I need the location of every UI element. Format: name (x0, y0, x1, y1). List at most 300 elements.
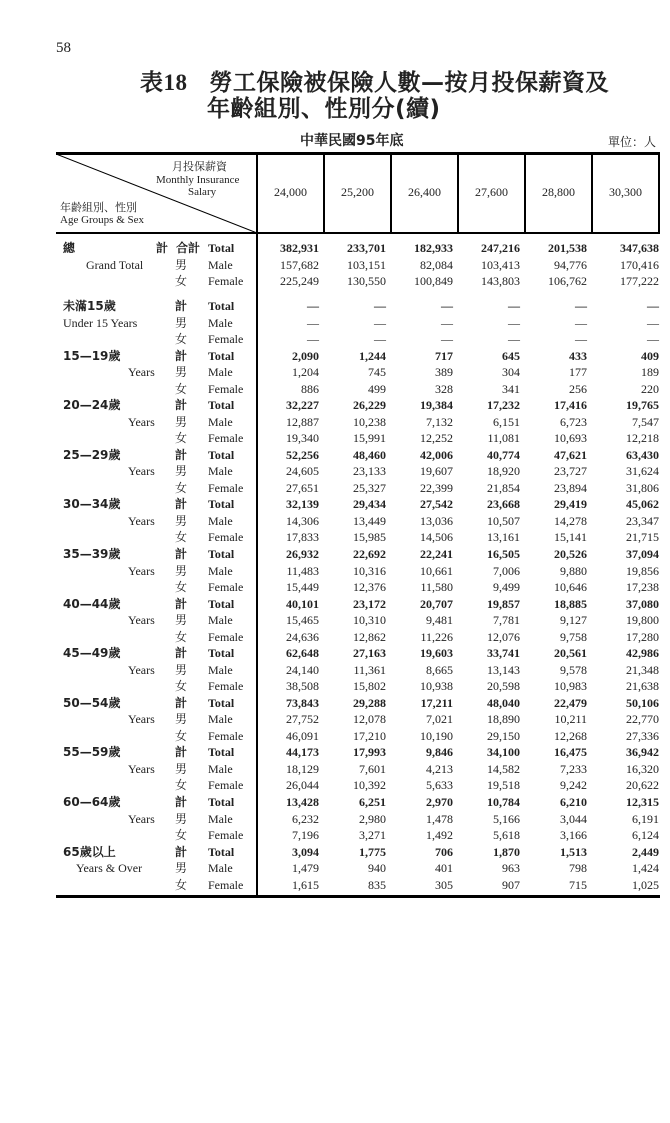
table-row (56, 744, 660, 760)
table-cell-value: 645 (502, 348, 520, 363)
page-number: 58 (56, 40, 71, 56)
table-row (56, 447, 660, 463)
table-cell-value: 15,985 (353, 530, 386, 545)
table-cell-value: 23,172 (353, 596, 386, 611)
table-cell-value: 26,932 (286, 547, 319, 561)
age-group-label-zh: 30—34歲 (63, 497, 121, 512)
table-cell-value: 1,513 (560, 844, 587, 859)
table-cell-value: 18,920 (487, 464, 520, 479)
sex-label-zh: 男 (175, 811, 188, 826)
table-cell-value: 10,316 (353, 563, 386, 578)
table-cell-value: 233,701 (347, 241, 386, 255)
table-cell-value: 389 (435, 365, 453, 380)
sex-label-en: Male (208, 365, 233, 380)
table-cell-value: 7,601 (359, 761, 386, 776)
age-group-label-zh: 25—29歲 (63, 447, 121, 462)
table-cell-value: 6,210 (560, 795, 587, 809)
table-cell-value: 21,854 (487, 480, 520, 495)
table-cell-value: 9,127 (560, 613, 587, 628)
table-cell-value: 717 (435, 348, 453, 363)
table-cell-value: 24,605 (286, 464, 319, 479)
table-cell-value: 21,715 (626, 530, 659, 545)
table-cell-value: 189 (641, 365, 659, 380)
table-cell-value: 5,618 (493, 828, 520, 842)
table-row (56, 877, 660, 893)
sex-label-zh: 男 (175, 613, 188, 628)
sex-label-en: Male (208, 712, 233, 727)
table-row (56, 315, 660, 331)
sex-label-en: Female (208, 381, 244, 396)
table-cell-value: 940 (368, 861, 386, 876)
table-cell-value: 103,151 (347, 257, 386, 272)
table-cell-value: — (647, 315, 659, 330)
table-cell-value: 10,310 (353, 613, 386, 628)
table-cell-value: 11,081 (487, 431, 520, 446)
sex-label-en: Female (208, 778, 244, 793)
age-group-label-en: Years (128, 613, 155, 628)
sex-label-zh: 男 (175, 861, 188, 876)
table-cell-value: 63,430 (626, 447, 659, 462)
sex-label-zh: 男 (175, 257, 188, 272)
table-row (56, 381, 660, 397)
age-group-label-en: Years (128, 365, 155, 380)
table-cell-value: 304 (502, 365, 520, 380)
age-group-label-en: Years (128, 563, 155, 578)
table-cell-value: 14,582 (487, 761, 520, 776)
table-cell-value: 798 (569, 861, 587, 876)
sex-label-zh: 計 (175, 447, 188, 462)
table-cell-value: — (441, 332, 453, 346)
table-cell-value: — (441, 315, 453, 330)
table-cell-value: 706 (435, 844, 453, 859)
table-cell-value: 12,218 (626, 431, 659, 446)
age-group-label-en: Grand Total (86, 257, 144, 272)
table-cell-value: — (441, 299, 453, 313)
sex-label-zh: 男 (175, 365, 188, 380)
table-bottom-border (56, 895, 660, 898)
sex-label-zh: 男 (175, 761, 188, 776)
sex-label-en: Male (208, 563, 233, 578)
sex-label-en: Total (208, 447, 235, 462)
table-cell-value: 100,849 (414, 274, 453, 288)
table-cell-value: 177 (569, 365, 587, 380)
table-row (56, 695, 660, 711)
table-cell-value: 13,428 (286, 795, 319, 809)
table-number: 表18 (140, 70, 188, 95)
table-row (56, 827, 660, 843)
table-cell-value: 36,942 (626, 745, 659, 760)
table-cell-value: 10,238 (353, 414, 386, 429)
table-subtitle-date: 中華民國95年底 (300, 133, 404, 149)
table-cell-value: 22,479 (554, 695, 587, 710)
table-cell-value: 13,036 (420, 513, 453, 528)
table-cell-value: 9,481 (426, 613, 453, 628)
table-cell-value: 907 (502, 877, 520, 892)
table-cell-value: 225,249 (280, 274, 319, 288)
table-cell-value: 256 (569, 381, 587, 396)
header-salary-zh: 月投保薪資 (172, 160, 227, 173)
table-cell-value: 12,887 (286, 414, 319, 429)
table-cell-value: 31,624 (626, 464, 659, 479)
table-cell-value: 26,044 (286, 778, 319, 793)
table-cell-value: 16,320 (626, 761, 659, 776)
age-group-label-en: Years (128, 464, 155, 479)
table-cell-value: — (647, 332, 659, 346)
column-header-salary: 27,600 (475, 185, 508, 199)
table-cell-value: 103,413 (481, 257, 520, 272)
sex-label-en: Total (208, 795, 235, 809)
table-row (56, 711, 660, 727)
age-group-label-en: Years (128, 811, 155, 826)
sex-label-zh: 男 (175, 513, 188, 528)
table-cell-value: 19,607 (420, 464, 453, 479)
table-cell-value: 170,416 (620, 257, 659, 272)
table-row (56, 728, 660, 744)
table-cell-value: 157,682 (280, 257, 319, 272)
table-cell-value: 6,191 (632, 811, 659, 826)
table-cell-value: 22,770 (626, 712, 659, 727)
header-group-en: Age Groups & Sex (60, 214, 145, 226)
sex-label-zh: 男 (175, 414, 188, 429)
sex-label-zh: 計 (175, 547, 188, 561)
table-cell-value: 16,505 (487, 547, 520, 561)
table-cell-value: 382,931 (280, 241, 319, 255)
sex-label-en: Male (208, 464, 233, 479)
sex-label-zh: 計 (175, 844, 188, 859)
age-group-label-en: Years & Over (76, 861, 143, 876)
table-cell-value: 17,416 (554, 398, 587, 413)
sex-label-zh: 女 (175, 728, 188, 743)
table-cell-value: 20,622 (626, 778, 659, 793)
table-cell-value: 12,252 (420, 431, 453, 446)
table-cell-value: 44,173 (286, 745, 319, 760)
sex-label-en: Female (208, 728, 244, 743)
sex-label-en: Total (208, 745, 235, 760)
table-cell-value: 7,196 (292, 828, 319, 842)
table-row (56, 777, 660, 793)
header-salary-en-1: Monthly Insurance (156, 174, 240, 186)
sex-label-en: Male (208, 513, 233, 528)
table-cell-value: 12,315 (626, 795, 659, 809)
sex-label-en: Male (208, 861, 233, 876)
table-cell-value: 19,857 (487, 596, 520, 611)
table-cell-value: 62,648 (286, 646, 319, 661)
table-cell-value: 45,062 (626, 497, 659, 512)
table-cell-value: 23,347 (626, 513, 659, 528)
table-cell-value: 17,280 (626, 629, 659, 644)
table-cell-value: 21,638 (626, 679, 659, 694)
table-row (56, 513, 660, 529)
table-cell-value: 13,161 (487, 530, 520, 545)
sex-label-zh: 計 (175, 745, 188, 760)
header-group-zh: 年齡組別、性別 (60, 201, 137, 214)
table-cell-value: 499 (368, 381, 386, 396)
table-cell-value: — (374, 299, 386, 313)
table-cell-value: 5,166 (493, 811, 520, 826)
table-cell-value: 3,271 (359, 828, 386, 842)
table-cell-value: 12,078 (353, 712, 386, 727)
table-cell-value: 130,550 (347, 274, 386, 288)
table-cell-value: 10,983 (554, 679, 587, 694)
table-row (56, 596, 660, 612)
table-cell-value: 745 (368, 365, 386, 380)
sex-label-en: Female (208, 580, 244, 594)
table-cell-value: — (307, 332, 319, 346)
age-group-label-zh: 總 (63, 241, 76, 255)
table-cell-value: 4,213 (426, 761, 453, 776)
table-cell-value: 9,499 (493, 580, 520, 594)
table-cell-value: 27,752 (286, 712, 319, 727)
sex-label-en: Female (208, 480, 244, 495)
table-cell-value: 23,133 (353, 464, 386, 479)
sex-label-en: Female (208, 274, 244, 288)
table-cell-value: 29,419 (554, 497, 587, 512)
sex-label-zh: 女 (175, 778, 188, 793)
table-cell-value: — (374, 332, 386, 346)
age-group-label-zh: 55—59歲 (63, 745, 121, 760)
table-row (56, 331, 660, 347)
age-group-label-en: Years (128, 662, 155, 677)
table-cell-value: 8,665 (426, 662, 453, 677)
table-cell-value: — (575, 315, 587, 330)
table-row (56, 496, 660, 512)
table-cell-value: — (374, 315, 386, 330)
table-cell-value: 3,044 (560, 811, 587, 826)
table-row (56, 397, 660, 413)
table-cell-value: 17,993 (353, 745, 386, 760)
table-cell-value: 46,091 (286, 728, 319, 743)
table-cell-value: 19,800 (626, 613, 659, 628)
table-cell-value: 22,692 (353, 547, 386, 561)
table-cell-value: 20,561 (554, 646, 587, 661)
table-cell-value: 52,256 (286, 447, 319, 462)
age-group-label-en: Years (128, 761, 155, 776)
sex-label-zh: 計 (175, 795, 188, 809)
table-row (56, 257, 660, 273)
table-cell-value: 7,233 (560, 761, 587, 776)
table-row (56, 579, 660, 595)
table-cell-value: 14,278 (554, 513, 587, 528)
table-row (56, 348, 660, 364)
table-cell-value: 19,603 (420, 646, 453, 661)
table-cell-value: 2,090 (292, 348, 319, 363)
table-cell-value: 14,506 (420, 530, 453, 545)
table-row (56, 563, 660, 579)
table-cell-value: 42,986 (626, 646, 659, 661)
sex-label-en: Female (208, 679, 244, 694)
table-cell-value: 34,100 (487, 745, 520, 760)
table-title-text: 勞工保險被保險人數—按月投保薪資及 (209, 70, 609, 96)
table-cell-value: 11,580 (420, 580, 453, 594)
sex-label-en: Total (208, 547, 235, 561)
sex-label-en: Male (208, 613, 233, 628)
table-cell-value: 40,774 (487, 447, 520, 462)
unit-label: 單位：人 (608, 135, 657, 149)
table-row (56, 298, 660, 314)
table-cell-value: 29,288 (353, 695, 386, 710)
sex-label-zh: 女 (175, 580, 188, 594)
table-cell-value: 106,762 (548, 274, 587, 288)
table-cell-value: 11,361 (353, 662, 386, 677)
table-cell-value: 18,885 (554, 596, 587, 611)
sex-label-en: Male (208, 414, 233, 429)
table-cell-value: — (307, 299, 319, 313)
table-cell-value: 1,204 (292, 365, 319, 380)
table-cell-value: 19,340 (286, 431, 319, 446)
table-cell-value: 25,327 (353, 480, 386, 495)
table-cell-value: 22,399 (420, 480, 453, 495)
table-cell-value: 73,843 (286, 695, 319, 710)
table-cell-value: 29,434 (353, 497, 386, 512)
table-cell-value: 10,646 (554, 580, 587, 594)
sex-label-en: Total (208, 695, 235, 710)
table-row (56, 629, 660, 645)
table-cell-value: 20,707 (420, 596, 453, 611)
table-cell-value: 6,124 (632, 828, 659, 842)
table-cell-value: 347,638 (620, 241, 659, 255)
sex-label-en: Total (208, 646, 235, 661)
table-cell-value: 12,376 (353, 580, 386, 594)
age-group-label-zh: 35—39歲 (63, 547, 121, 561)
table-cell-value: 409 (641, 348, 659, 363)
table-cell-value: 9,242 (560, 778, 587, 793)
table-cell-value: 10,190 (420, 728, 453, 743)
table-cell-value: 835 (368, 877, 386, 892)
table-cell-value: — (647, 299, 659, 313)
table-cell-value: 6,232 (292, 811, 319, 826)
table-title-line-2: 年齡組別、性別分(續) (207, 96, 441, 122)
table-cell-value: 18,129 (286, 761, 319, 776)
table-cell-value: 17,833 (286, 530, 319, 545)
table-cell-value: 15,991 (353, 431, 386, 446)
sex-label-zh: 女 (175, 828, 188, 842)
table-cell-value: 10,661 (420, 563, 453, 578)
table-cell-value: 15,465 (286, 613, 319, 628)
header-salary-en-2: Salary (188, 186, 217, 198)
table-cell-value: 19,518 (487, 778, 520, 793)
age-group-label-zh: 60—64歲 (63, 795, 121, 809)
table-row (56, 240, 660, 256)
table-cell-value: 3,094 (292, 844, 319, 859)
table-cell-value: 27,163 (353, 646, 386, 661)
sex-label-en: Male (208, 811, 233, 826)
table-row (56, 678, 660, 694)
sex-label-zh: 男 (175, 464, 188, 479)
table-row (56, 612, 660, 628)
table-cell-value: 1,775 (359, 844, 386, 859)
sex-label-zh: 計 (175, 497, 188, 512)
table-cell-value: 13,449 (353, 513, 386, 528)
table-row (56, 364, 660, 380)
age-group-label-zh: 20—24歲 (63, 398, 121, 413)
table-cell-value: 17,211 (420, 695, 453, 710)
table-cell-value: — (307, 315, 319, 330)
table-cell-value: 9,578 (560, 662, 587, 677)
age-group-label-zh: 40—44歲 (63, 596, 121, 611)
table-cell-value: 15,802 (353, 679, 386, 694)
table-cell-value: 1,615 (292, 877, 319, 892)
table-cell-value: 21,348 (626, 662, 659, 677)
table-row (56, 794, 660, 810)
age-group-label-zh: 65歲以上 (63, 844, 116, 859)
table-cell-value: 12,268 (554, 728, 587, 743)
table-cell-value: 17,210 (353, 728, 386, 743)
table-cell-value: 17,232 (487, 398, 520, 413)
sex-label-zh: 女 (175, 381, 188, 396)
table-row (56, 662, 660, 678)
sex-label-zh: 男 (175, 662, 188, 677)
table-cell-value: 15,141 (554, 530, 587, 545)
table-cell-value: 6,251 (359, 795, 386, 809)
table-row (56, 430, 660, 446)
table-row (56, 414, 660, 430)
table-row (56, 463, 660, 479)
table-cell-value: 33,741 (487, 646, 520, 661)
table-cell-value: 1,492 (426, 828, 453, 842)
sex-label-zh: 計 (175, 398, 188, 413)
table-cell-value: — (508, 299, 520, 313)
table-cell-value: 401 (435, 861, 453, 876)
table-cell-value: 9,758 (560, 629, 587, 644)
table-row (56, 844, 660, 860)
table-cell-value: 40,101 (286, 596, 319, 611)
sex-label-en: Total (208, 844, 235, 859)
table-cell-value: 12,862 (353, 629, 386, 644)
table-cell-value: 433 (569, 348, 587, 363)
age-group-label-zh: 50—54歲 (63, 695, 121, 710)
table-cell-value: 9,846 (426, 745, 453, 760)
column-header-salary: 25,200 (341, 185, 374, 199)
table-cell-value: 9,880 (560, 563, 587, 578)
sex-label-zh: 男 (175, 563, 188, 578)
sex-label-zh: 計 (175, 348, 188, 363)
sex-label-en: Total (208, 348, 235, 363)
table-cell-value: 18,890 (487, 712, 520, 727)
sex-label-zh: 男 (175, 712, 188, 727)
table-cell-value: 47,621 (554, 447, 587, 462)
table-cell-value: 32,227 (286, 398, 319, 413)
table-cell-value: 6,723 (560, 414, 587, 429)
age-group-label-en: Years (128, 712, 155, 727)
sex-label-zh: 女 (175, 629, 188, 644)
table-cell-value: 1,479 (292, 861, 319, 876)
table-cell-value: 50,106 (626, 695, 659, 710)
table-cell-value: 1,478 (426, 811, 453, 826)
table-cell-value: 48,460 (353, 447, 386, 462)
table-cell-value: 12,076 (487, 629, 520, 644)
table-cell-value: 3,166 (560, 828, 587, 842)
sex-label-zh: 女 (175, 480, 188, 495)
table-cell-value: 27,651 (286, 480, 319, 495)
table-cell-value: 220 (641, 381, 659, 396)
sex-label-zh: 計 (175, 596, 188, 611)
table-cell-value: 10,507 (487, 513, 520, 528)
table-cell-value: 14,306 (286, 513, 319, 528)
sex-label-zh: 計 (175, 646, 188, 661)
table-cell-value: 201,538 (548, 241, 587, 255)
table-cell-value: 11,226 (420, 629, 453, 644)
table-cell-value: 5,633 (426, 778, 453, 793)
table-cell-value: 1,870 (493, 844, 520, 859)
age-group-label-zh: 15—19歲 (63, 348, 121, 363)
sex-label-en: Total (208, 398, 235, 413)
table-cell-value: 11,483 (286, 563, 319, 578)
table-cell-value: 24,636 (286, 629, 319, 644)
sex-label-en: Female (208, 332, 244, 346)
table-cell-value: 26,229 (353, 398, 386, 413)
table-cell-value: 32,139 (286, 497, 319, 512)
table-cell-value: — (575, 299, 587, 313)
